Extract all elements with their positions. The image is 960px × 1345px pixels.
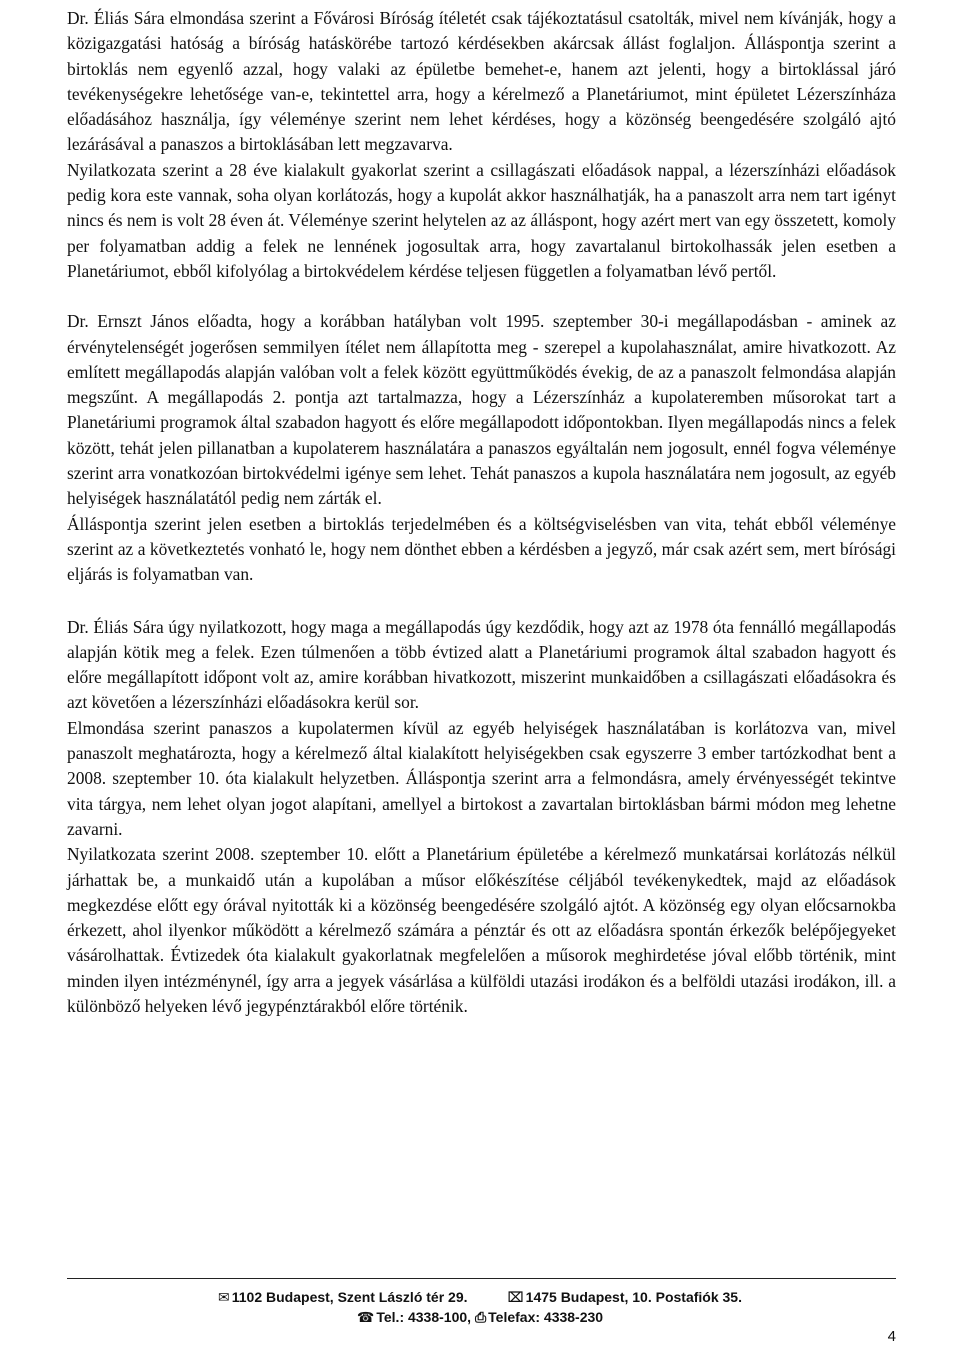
paragraph: Dr. Éliás Sára úgy nyilatkozott, hogy maga a megállapodás úgy kezdődik, hogy azt az 1978 óta fennálló megállapodás alapján kötik meg a felek. Ezen túlmenően a több évtized alatt a Planetáriumi programok által szabadon hagyott és előre megállapított időpont volt az, amire korábban hivatkozott, miszerint munkaidőben a csillagászati előadásokra és azt követően a lézerszínházi előadásokra kerül sor. xyxy=(67,616,896,713)
footer-divider xyxy=(67,1278,896,1279)
page-number: 4 xyxy=(887,1328,896,1345)
envelope-icon: ✉ xyxy=(218,1289,230,1305)
document-body xyxy=(67,6,896,1019)
paragraph: Nyilatkozata szerint a 28 éve kialakult gyakorlat szerint a csillagászati előadások nappal, a lézerszínházi előadások pedig kora este vannak, soha olyan korlátozás, hogy a kupolát akkor használhatják, ha a panaszolt arra nem tart igényt nincs és nem is volt 28 éven át. Véleménye szerint helytelen az az álláspont, hogy azért mert van egy összetett, komoly per folyamatban addig a felek ne lennének jogosultak arra, hogy zavartalanul birtokolhassák jelen esetben a Planetáriumot, ebből kifolyólag a birtokvédelem kérdése teljesen független a folyamatban lévő pertől. xyxy=(67,159,896,281)
paragraph: Nyilatkozata szerint 2008. szeptember 10. előtt a Planetárium épületébe a kérelmező munkatársai korlátozás nélkül járhattak be, a munkaidő után a kupolában a műsor előkészítése céljából tevékenykedtek, majd az előadások megkezdése előtt egy órával nyitották ki a közönség beengedésére szolgáló ajtót. A közönség egy olyan előcsarnokba érkezett, ahol ilyenkor működött a kérelmező számára a pénztár és ott az előadásra spontán érkezők belépőjegyeket vásárolhattak. Évtizedek óta kialakult gyakorlatnak megfelelően a műsorok meghirdetése jóval előbb történik, mint minden ilyen intézménynél, így arra a jegyek vásárlása a külföldi utazási irodákon és a belföldi utazási irodákon, ill. a különböző helyeken lévő jegypénztárakból előre történik. xyxy=(67,844,896,1016)
footer-address-line xyxy=(0,1289,960,1306)
footer-address: 1102 Budapest, Szent László tér 29. xyxy=(231,1289,468,1305)
paragraph: Álláspontja szerint jelen esetben a birtoklás terjedelmében és a költségviselésben van vita, tehát ebből véleménye szerint az a következtetés vonható le, hogy nem dönthet ebben a kérdésben a jegyző, már csak azért sem, mert bírósági eljárás is folyamatban van. xyxy=(67,513,896,585)
footer-postbox: 1475 Budapest, 10. Postafiók 35. xyxy=(525,1289,742,1305)
footer-contact-line xyxy=(0,1309,960,1326)
fax-icon: ⎙ xyxy=(474,1309,487,1325)
postbox-icon: ⌧ xyxy=(507,1289,524,1305)
paragraph: Dr. Ernszt János előadta, hogy a korábban hatályban volt 1995. szeptember 30-i megállapodásban - aminek az érvénytelenségét jogerősen semmilyen ítélet nem állapította meg - szerepel a kupolahasználat, amire hivatkozott. Az említett megállapodás alapján valóban volt a felek között együttműködés évekig, de az a panaszolt felmondása alapján megszűnt. A megállapodás 2. pontja azt tartalmazza, hogy a Lézerszínház a kupolateremben műsorokat tart a Planetáriumi programok által szabadon hagyott és előre megállapodott időpontokban. Ilyen megállapodás nincs a felek között, tehát jelen pillanatban a kupolaterem használatára a panaszos egyáltalán nem jogosult, ennél fogva véleménye szerint arra vonatkozóan birtokvédelmi igénye sem lehet. Tehát panaszos a kupola használatára nem jogosult, az egyéb helyiségek használatától pedig nem zárták el. xyxy=(67,311,896,509)
paragraph: Elmondása szerint panaszos a kupolatermen kívül az egyéb helyiségek használatában is korlátozva van, mivel panaszolt meghatározta, hogy a kérelmező által kialakított helyiségekben csak egyszerre 3 ember tartózkodhat bent a 2008. szeptember 10. óta kialakult helyzetben. Álláspontja szerint arra a felmondásra, amely érvényességét tekintve vita tárgya, nem lehet olyan jogot alapítani, amellyel a birtokost a zavartalan birtoklásban bármi módon meg lehetne zavarni. xyxy=(67,717,896,839)
paragraph: Dr. Éliás Sára elmondása szerint a Fővárosi Bíróság ítéletét csak tájékoztatásul csatolták, mivel nem kívánják, hogy a közigazgatási hatóság a bíróság hatáskörébe tartozó kérdésekben akárcsak állást foglaljon. Álláspontja szerint a birtoklás nem egyenlő azzal, hogy valaki az épületbe bemehet-e, hanem azt jelenti, hogy a birtoklással járó tevékenységekre lehetősége van-e, tekintettel arra, hogy a kérelmező a Planetáriumot, mint épületet Lézerszínháza előadásához használja, így véleménye szerint nem lehet kérdéses, hogy a közönség beengedésére szolgáló ajtó lezárásával a panaszos a birtoklásában lett megzavarva. xyxy=(67,8,896,155)
footer-phone: Tel.: 4338-100, xyxy=(376,1309,472,1325)
footer-fax: Telefax: 4338-230 xyxy=(488,1309,604,1325)
phone-icon: ☎ xyxy=(356,1309,375,1325)
